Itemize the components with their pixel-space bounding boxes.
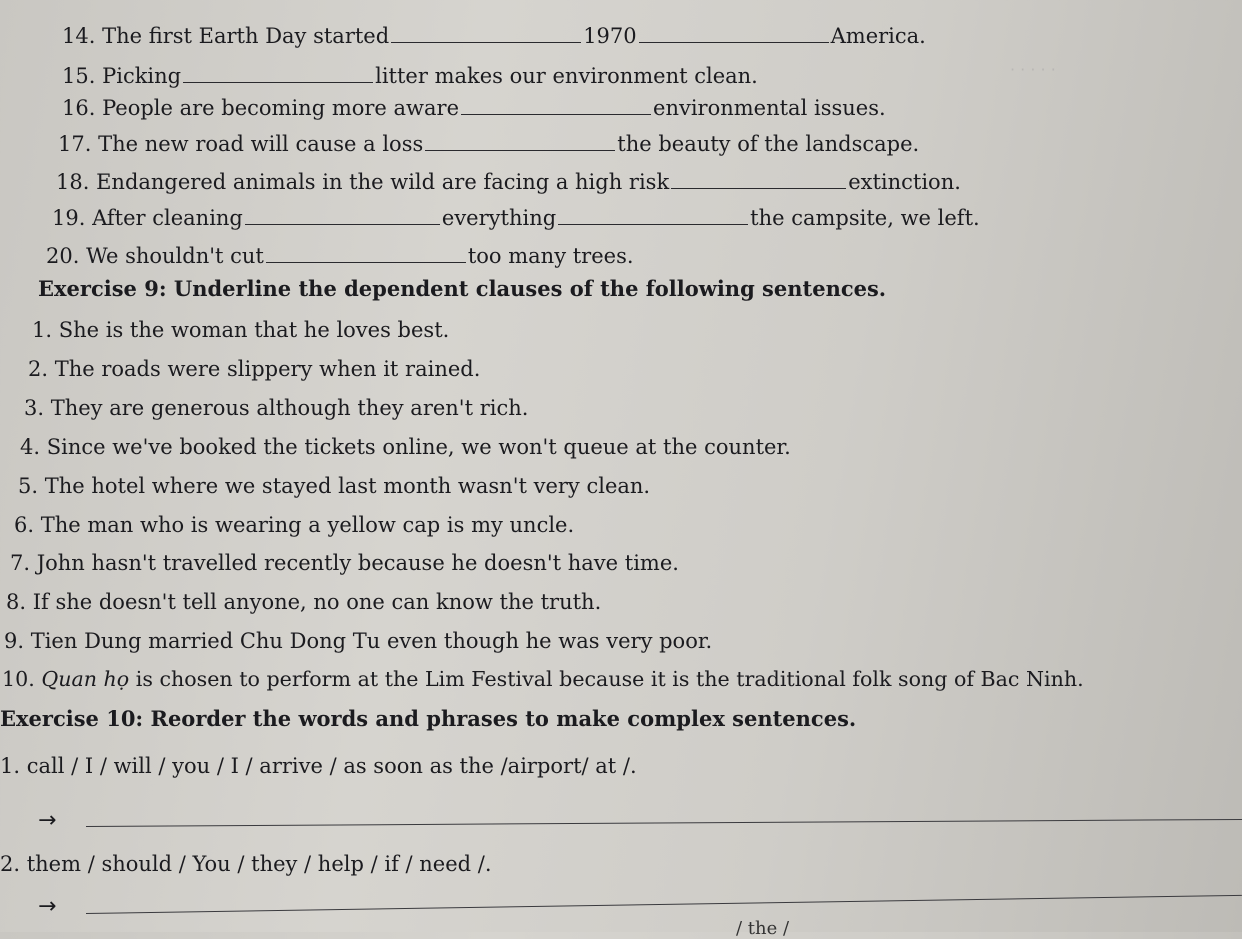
exercise-9-item: 1. She is the woman that he loves best. — [32, 318, 450, 342]
answer-blank[interactable] — [266, 244, 466, 263]
exercise-9-item: 2. The roads were slippery when it rained. — [28, 357, 481, 381]
item-text: environmental issues. — [653, 96, 886, 120]
item-text: the campsite, we left. — [750, 206, 980, 230]
exercise-10-title: Exercise 10: Reorder the words and phrases to make complex sentences. — [0, 706, 857, 731]
exercise-9-item: 4. Since we've booked the tickets online, we won't queue at the counter. — [20, 435, 791, 459]
exercise-9-item: 3. They are generous although they aren't rich. — [24, 396, 529, 420]
item-16 — [62, 96, 886, 120]
item-number: 17. — [58, 132, 92, 156]
item-text: the beauty of the landscape. — [617, 132, 920, 156]
answer-blank[interactable] — [461, 96, 651, 115]
answer-blank[interactable] — [425, 132, 615, 151]
answer-blank[interactable] — [245, 206, 440, 225]
italic-term: Quan họ — [41, 667, 130, 691]
item-text: everything — [441, 206, 557, 230]
item-number: 15. — [62, 64, 96, 88]
item-number: 10. — [2, 667, 35, 691]
item-text: The first Earth Day started — [102, 24, 390, 48]
arrow-icon: → — [38, 808, 57, 833]
exercise-9-item-10 — [2, 667, 1084, 691]
arrow-icon: → — [38, 894, 57, 919]
item-text: litter makes our environment clean. — [375, 64, 758, 88]
item-number: 14. — [62, 24, 96, 48]
answer-line[interactable] — [86, 895, 1242, 914]
cut-off-text: / the / — [736, 918, 790, 939]
item-text: Endangered animals in the wild are facing a high risk — [96, 170, 670, 194]
item-15 — [62, 64, 758, 88]
item-14 — [62, 24, 926, 48]
item-number: 19. — [52, 206, 86, 230]
answer-blank[interactable] — [391, 24, 581, 43]
exercise-9-item: 6. The man who is wearing a yellow cap is my uncle. — [14, 513, 575, 537]
item-19 — [52, 206, 980, 230]
item-text: People are becoming more aware — [102, 96, 460, 120]
item-text: Picking — [102, 64, 182, 88]
answer-blank[interactable] — [558, 206, 748, 225]
item-text: extinction. — [848, 170, 961, 194]
item-text: America. — [830, 24, 926, 48]
item-text: After cleaning — [92, 206, 243, 230]
item-text: is chosen to perform at the Lim Festival because it is the traditional folk song of Bac Ninh. — [129, 667, 1084, 691]
answer-blank[interactable] — [639, 24, 829, 43]
exercise-9-item: 9. Tien Dung married Chu Dong Tu even though he was very poor. — [4, 629, 713, 653]
exercise-9-item: 5. The hotel where we stayed last month wasn't very clean. — [18, 474, 651, 498]
answer-blank[interactable] — [183, 64, 373, 83]
exercise-9-item: 7. John hasn't travelled recently because he doesn't have time. — [10, 551, 679, 575]
item-number: 20. — [46, 244, 80, 268]
item-18 — [56, 170, 961, 194]
exercise-9-item: 8. If she doesn't tell anyone, no one can know the truth. — [6, 590, 602, 614]
item-17 — [58, 132, 919, 156]
item-text: 1970 — [583, 24, 637, 48]
item-number: 16. — [62, 96, 96, 120]
item-20 — [46, 244, 634, 268]
exercise-9-title: Exercise 9: Underline the dependent clauses of the following sentences. — [38, 276, 887, 301]
item-text: The new road will cause a loss — [98, 132, 424, 156]
item-number: 18. — [56, 170, 90, 194]
bleed-through-text: · · · · · — [1010, 60, 1056, 79]
item-text: too many trees. — [467, 244, 634, 268]
item-text: We shouldn't cut — [86, 244, 264, 268]
answer-line[interactable] — [86, 819, 1242, 827]
exercise-10-item: 2. them / should / You / they / help / if / need /. — [0, 852, 492, 876]
exercise-10-item: 1. call / I / will / you / I / arrive / as soon as the /airport/ at /. — [0, 754, 637, 778]
answer-blank[interactable] — [671, 170, 846, 189]
